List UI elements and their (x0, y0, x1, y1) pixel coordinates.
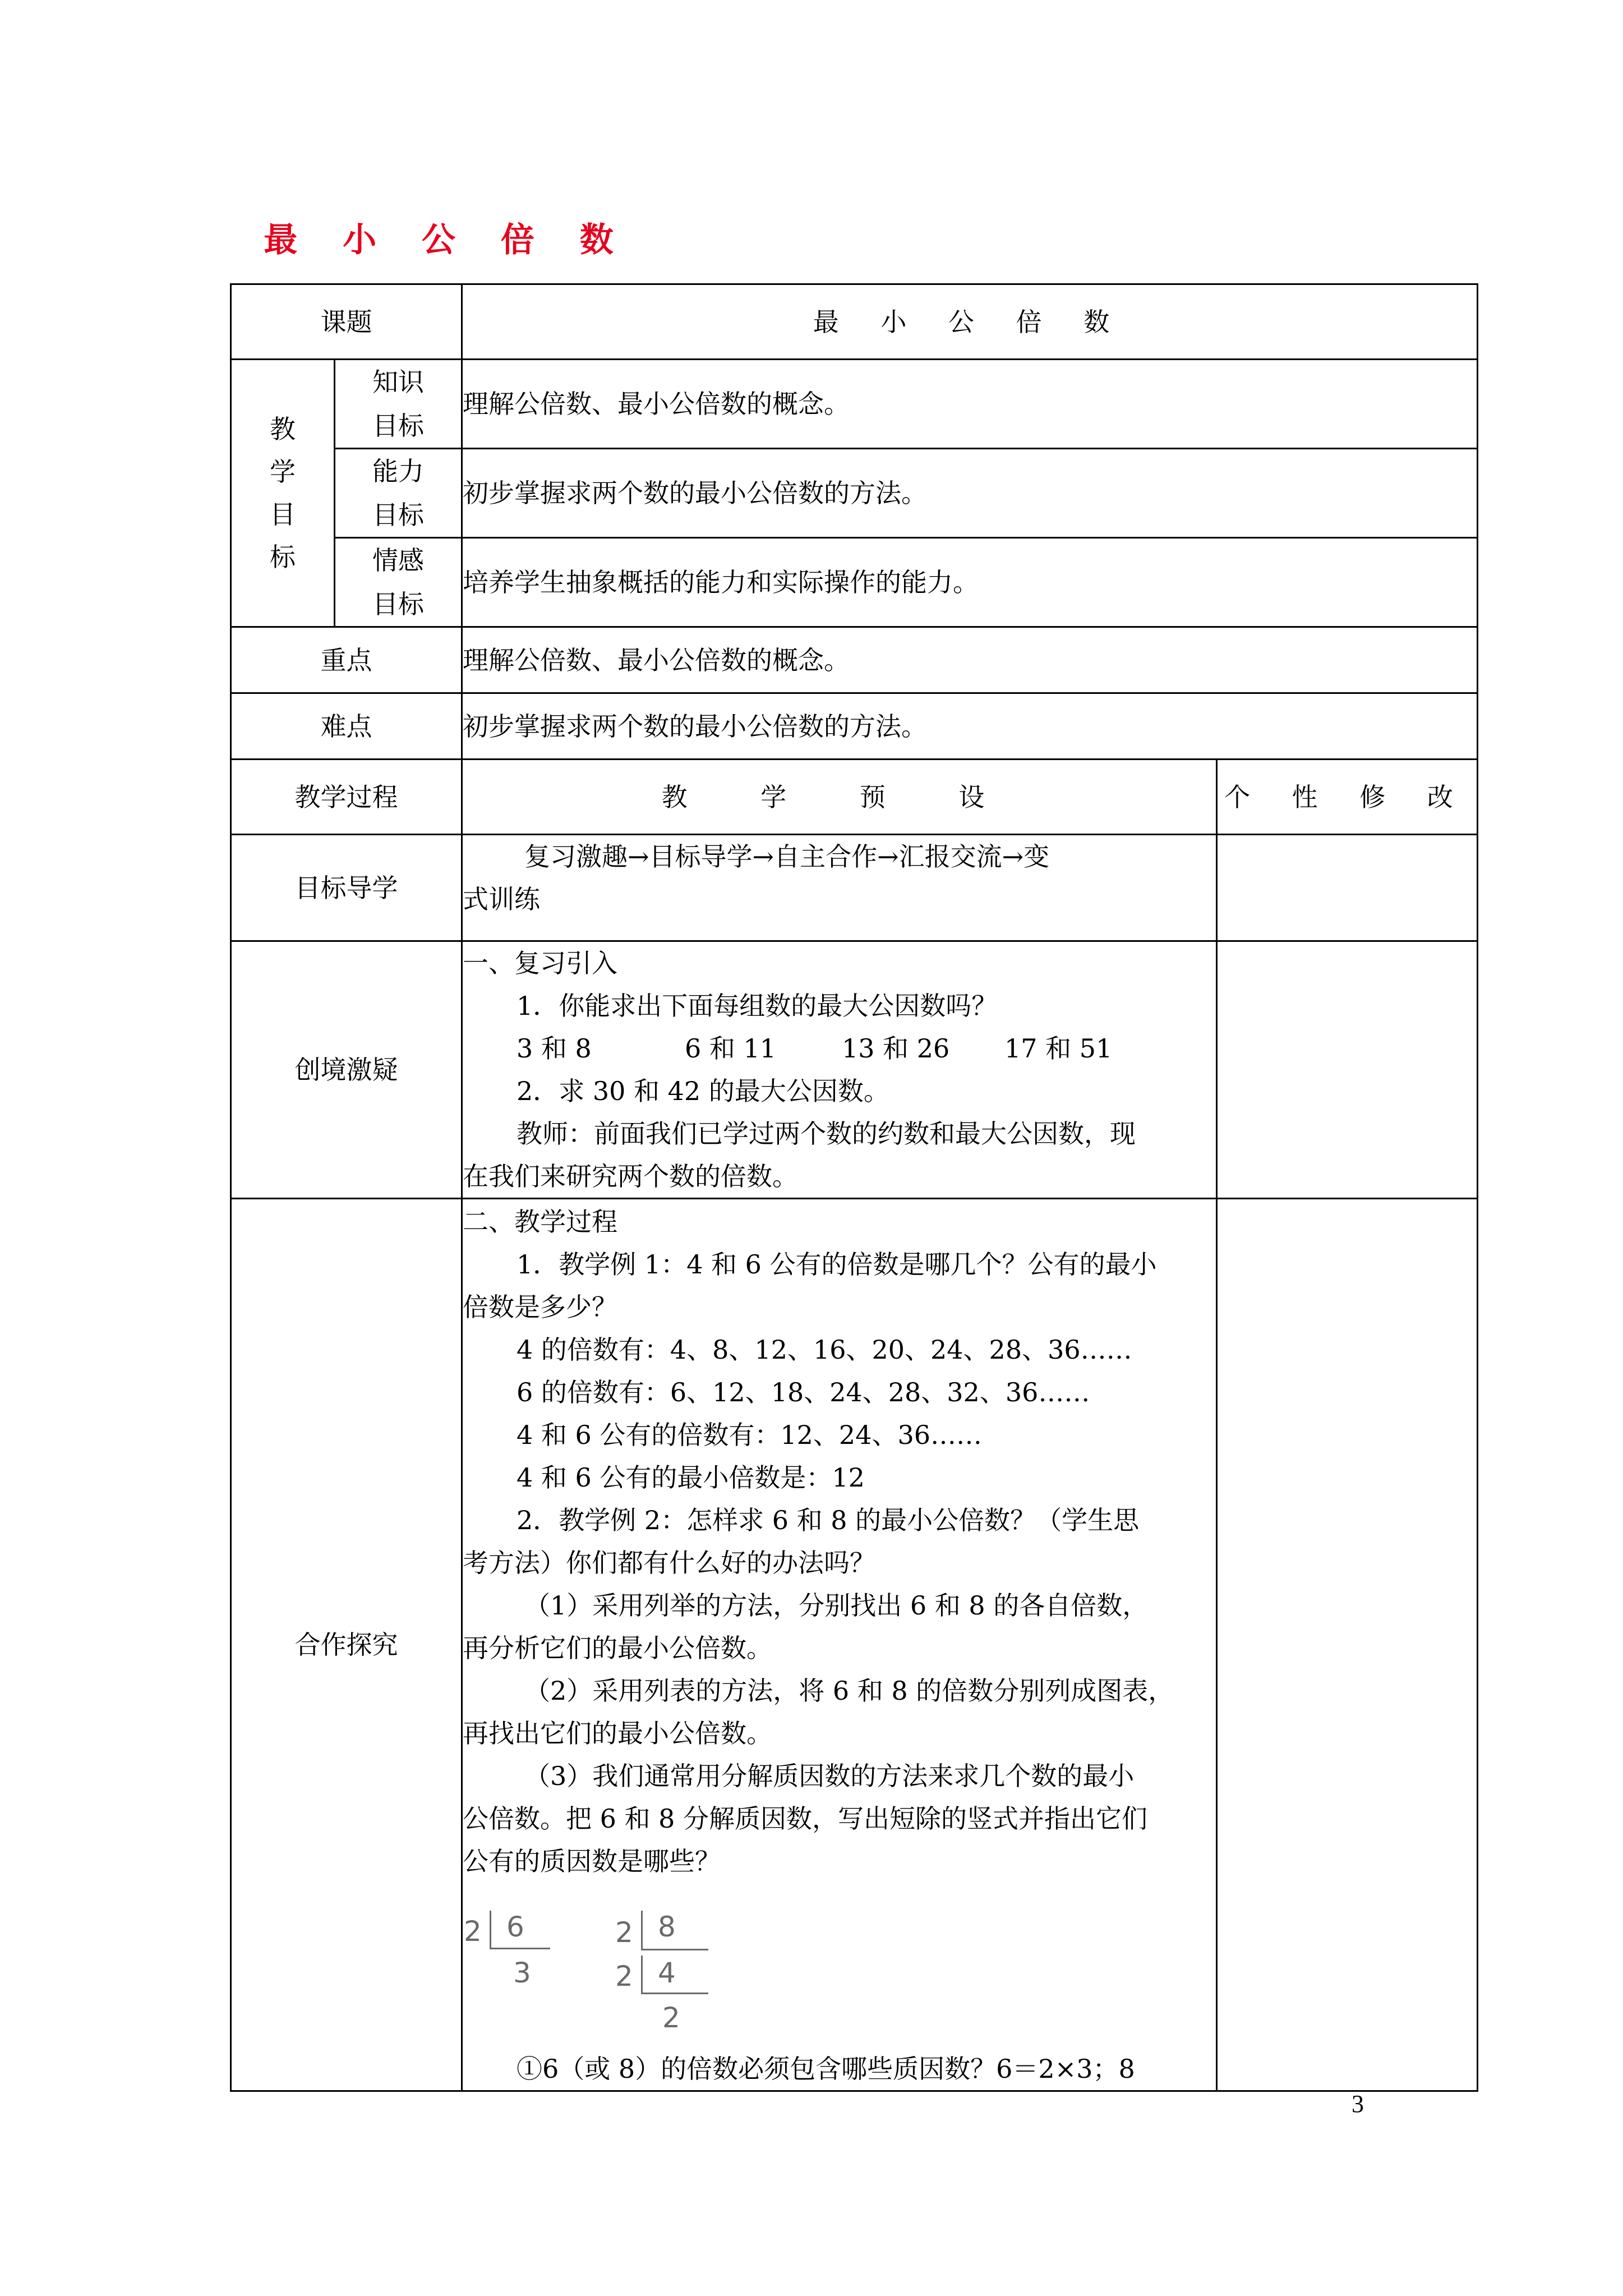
intro-edit-cell (1217, 941, 1478, 1199)
key-point-text: 理解公倍数、最小公倍数的概念。 (462, 627, 1478, 693)
emotion-goal-label: 情感 目标 (335, 538, 462, 627)
lesson-plan-table (230, 283, 1478, 2092)
common-multiples: 4 和 6 公有的倍数有：12、24、36…… (517, 1420, 982, 1450)
guide-row (231, 835, 1478, 941)
knowledge-goal-text: 理解公倍数、最小公倍数的概念。 (462, 360, 1478, 449)
explore-edit-cell (1217, 1199, 1478, 2091)
example-2-line-1: 2．教学例 2：怎样求 6 和 8 的最小公倍数？（学生思 (517, 1505, 1140, 1535)
edit-column-header: 个 性 修 改 (1217, 760, 1478, 835)
method-3-line-3: 公有的质因数是哪些？ (463, 1846, 721, 1876)
example-1-line-2: 倍数是多少？ (463, 1292, 617, 1322)
design-column-header: 教 学 预 设 (462, 760, 1217, 835)
method-1-line-1: （1）采用列举的方法，分别找出 6 和 8 的各自倍数， (524, 1590, 1149, 1621)
number-pairs: 3 和 8 6 和 11 13 和 26 17 和 51 (517, 1033, 1113, 1064)
example-2-line-2: 考方法）你们都有什么好的办法吗？ (463, 1548, 875, 1578)
knowledge-goal-label: 知识 目标 (335, 360, 462, 449)
topic-label: 课题 (231, 284, 462, 360)
explore-content (462, 1199, 1217, 2091)
guide-label: 目标导学 (231, 835, 462, 941)
intro-row (231, 941, 1478, 1199)
process-column-header: 教学过程 (231, 760, 462, 835)
document-title: 最 小 公 倍 数 (264, 220, 630, 260)
teaching-goals-label: 教 学 目 标 (231, 360, 335, 627)
method-3-line-1: （3）我们通常用分解质因数的方法来求几个数的最小 (524, 1761, 1135, 1791)
intro-question-1: 1．你能求出下面每组数的最大公因数吗？ (517, 991, 998, 1021)
difficulty-row (231, 693, 1478, 760)
multiples-of-4: 4 的倍数有：4、8、12、16、20、24、28、36…… (517, 1335, 1132, 1365)
column-header-row (231, 760, 1478, 835)
method-3-line-2: 公倍数。把 6 和 8 分解质因数，写出短除的竖式并指出它们 (463, 1803, 1148, 1834)
least-common-multiple: 4 和 6 公有的最小倍数是：12 (517, 1462, 865, 1493)
method-2-line-1: （2）采用列表的方法，将 6 和 8 的倍数分别列成图表， (524, 1676, 1174, 1706)
difficulty-label: 难点 (231, 693, 462, 760)
emotion-goal-text: 培养学生抽象概括的能力和实际操作的能力。 (462, 538, 1478, 627)
intro-content (462, 941, 1217, 1199)
goal-row-emotion (231, 538, 1478, 627)
topic-value: 最 小 公 倍 数 (462, 284, 1478, 360)
goal-row-knowledge (231, 360, 1478, 449)
teacher-remark-line-1: 教师：前面我们已学过两个数的约数和最大公因数，现 (517, 1119, 1136, 1149)
example-1-line-1: 1．教学例 1：4 和 6 公有的倍数是哪几个？公有的最小 (517, 1249, 1157, 1280)
explore-row (231, 1199, 1478, 2091)
page-number: 3 (1352, 2090, 1364, 2118)
method-2-line-2: 再找出它们的最小公倍数。 (463, 1718, 772, 1749)
ability-goal-text: 初步掌握求两个数的最小公倍数的方法。 (462, 449, 1478, 538)
difficulty-text: 初步掌握求两个数的最小公倍数的方法。 (462, 693, 1478, 760)
method-1-line-2: 再分析它们的最小公倍数。 (463, 1633, 772, 1663)
intro-question-2: 2．求 30 和 42 的最大公因数。 (517, 1076, 889, 1106)
key-point-row (231, 627, 1478, 693)
guide-text: 复习激趣→目标导学→自主合作→汇报交流→变 式训练 (462, 835, 1217, 941)
teacher-remark-line-2: 在我们来研究两个数的倍数。 (463, 1161, 798, 1191)
goal-row-ability (231, 449, 1478, 538)
explore-heading: 二、教学过程 (463, 1207, 617, 1237)
intro-heading: 一、复习引入 (463, 948, 617, 978)
guide-edit-cell (1217, 835, 1478, 941)
short-division-figure: 2 6 3 2 8 2 4 2 (463, 1888, 1216, 2012)
multiples-of-6: 6 的倍数有：6、12、18、24、28、32、36…… (517, 1377, 1090, 1407)
final-question: ①6（或 8）的倍数必须包含哪些质因数？6＝2×3；8 (517, 2054, 1135, 2084)
key-point-label: 重点 (231, 627, 462, 693)
ability-goal-label: 能力 目标 (335, 449, 462, 538)
intro-label: 创境激疑 (231, 941, 462, 1199)
explore-label: 合作探究 (231, 1199, 462, 2091)
topic-row (231, 284, 1478, 360)
